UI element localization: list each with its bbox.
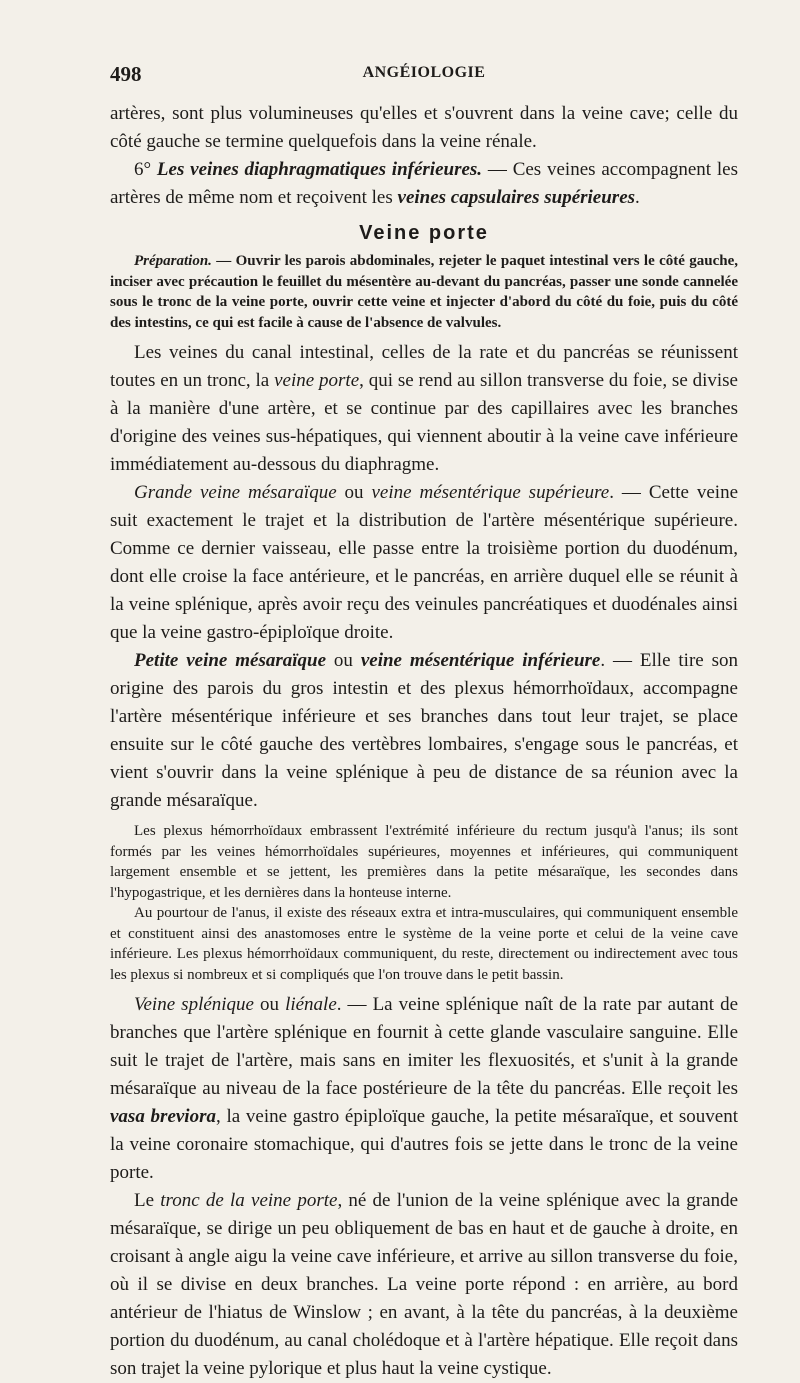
paragraph-portal-vein: Les veines du canal intestinal, celles de la rate et du pancréas se réunissent toutes en un tronc, la veine porte, qui se rend au sillon transverse du foie, se divise à la manière d'une artère, et se continue par des capillaires avec les branches d'origine des veines sus-hépatiques, qui viennent aboutir à la veine cave inférieure immédiatement au-dessous du diaphragme.	[110, 342, 738, 475]
paragraph-portal-trunk: Le tronc de la veine porte, né de l'union de la veine splénique avec la grande mésaraïque, se dirige un peu obliquement de bas en haut et de gauche à droite, en croisant à angle aigu la veine cave inférieure, et arrive au sillon transverse du foie, où il se divise en deux branches. La veine porte répond : en arrière, au bord antérieur de l'hiatus de Winslow ; en avant, à la tête du pancréas, à la deuxième portion du duodénum, au canal cholédoque et à l'artère hépatique. Elle reçoit dans son trajet la veine pylorique et plus haut la veine cystique.	[110, 1190, 739, 1379]
paragraph-inferior-mesenteric: Petite veine mésaraïque ou veine mésentérique inférieure. — Elle tire son origine des parois du gros intestin et des plexus hémorrhoïdaux, accompagne l'artère mésentérique inférieure et ses branches dans tout leur trajet, se place ensuite sur le côté gauche des vertèbres lombaires, s'engage sous le pancréas, et vient s'ouvrir dans la veine splénique à peu de distance de sa réunion avec la grande mésaraïque.	[110, 650, 739, 811]
paragraph-splenic-vein: Veine splénique ou liénale. — La veine splénique naît de la rate par autant de branches que l'artère splénique en fournit à cette glande vasculaire sanguine. Elle suit le trajet de l'artère, mais sans en imiter les flexuosités, et s'unit à la grande mésaraïque au niveau de la face postérieure de la tête du pancréas. Elle reçoit les vasa breviora, la veine gastro épiploïque gauche, la petite mésaraïque, et souvent la veine coronaire stomachique, qui d'autres fois se jette dans le tronc de la veine porte.	[110, 994, 739, 1183]
term: tronc de la veine porte	[160, 1190, 338, 1211]
term: vasa breviora	[110, 1106, 216, 1127]
item-title-alt: liénale	[285, 994, 337, 1015]
note-anal-networks: Au pourtour de l'anus, il existe des réseaux extra et intra-musculaires, qui communiquent ensemble et constituent ainsi des anastomoses entre le système de la veine porte et celui de la veine cave inférieure. Les plexus hémorrhoïdaux communiquent, du reste, directement ou indirectement avec tous les plexus si nombreux et si compliqués que l'on trouve dans le petit bassin.	[110, 905, 738, 983]
page-body	[110, 100, 738, 1383]
item-number: 6°	[134, 159, 152, 180]
running-title: ANGÉIOLOGIE	[362, 64, 486, 81]
section-title: Veine porte	[359, 222, 489, 244]
item-title: Les veines diaphragmatiques inférieures.	[156, 159, 483, 180]
paragraph-superior-mesenteric: Grande veine mésaraïque ou veine mésentérique supérieure. — Cette veine suit exactement le trajet et la distribution de l'artère mésentérique supérieure. Comme ce dernier vaisseau, elle passe entre la troisième portion du duodénum, dont elle croise la face antérieure, et le pancréas, en arrière duquel elle se réunit à la veine splénique, après avoir reçu des veinules pancréatiques et duodénales ainsi que la veine gastro-épiploïque droite.	[110, 482, 739, 643]
paragraph-diaphragmatic-veins: 6° Les veines diaphragmatiques inférieures. — Ces veines accompagnent les artères de même nom et reçoivent les veines capsulaires supérieures.	[110, 159, 738, 208]
page-number: 498	[110, 62, 142, 86]
item-title: Petite veine mésaraïque	[134, 650, 327, 671]
item-title: Grande veine mésaraïque	[134, 482, 337, 503]
note-hemorrhoidal-plexus: Les plexus hémorrhoïdaux embrassent l'extrémité inférieure du rectum jusqu'à l'anus; ils sont formés par les veines hémorrhoïdales supérieures, moyennes et inférieures, qui communiquent largement ensemble et se jettent, les premières dans la petite mésaraïque, les secondes dans l'hypogastrique, et les dernières dans la honteuse interne.	[110, 823, 738, 901]
term: veine porte	[274, 370, 360, 391]
preparation-note	[110, 251, 738, 333]
preparation-label: Préparation.	[134, 253, 212, 269]
paragraph-text: artères, sont plus volumineuses qu'elles et s'ouvrent dans la veine cave; celle du côté gauche se termine quelquefois dans la veine rénale.	[110, 103, 738, 152]
item-title-alt: veine mésentérique inférieure	[360, 650, 601, 671]
page-header	[110, 62, 738, 92]
preparation-text: — Ouvrir les parois abdominales, rejeter le paquet intestinal vers le côté gauche, inciser avec précaution le feuillet du mésentère au-devant du pancréas, passer une sonde cannelée sous le tronc de la veine porte, ouvrir cette veine et injecter d'abord du côté du foie, puis du côté des intestins, ce qui est facile à cause de l'absence de valvules.	[110, 253, 738, 331]
paragraph-text: — Ces veines accompagnent les artères de même nom et reçoivent les	[110, 159, 738, 208]
item-title: Veine splénique	[134, 994, 254, 1015]
term: veines capsulaires supérieures	[397, 187, 636, 208]
paragraph-continuation	[110, 100, 738, 156]
item-title-alt: veine mésentérique supérieure	[371, 482, 610, 503]
